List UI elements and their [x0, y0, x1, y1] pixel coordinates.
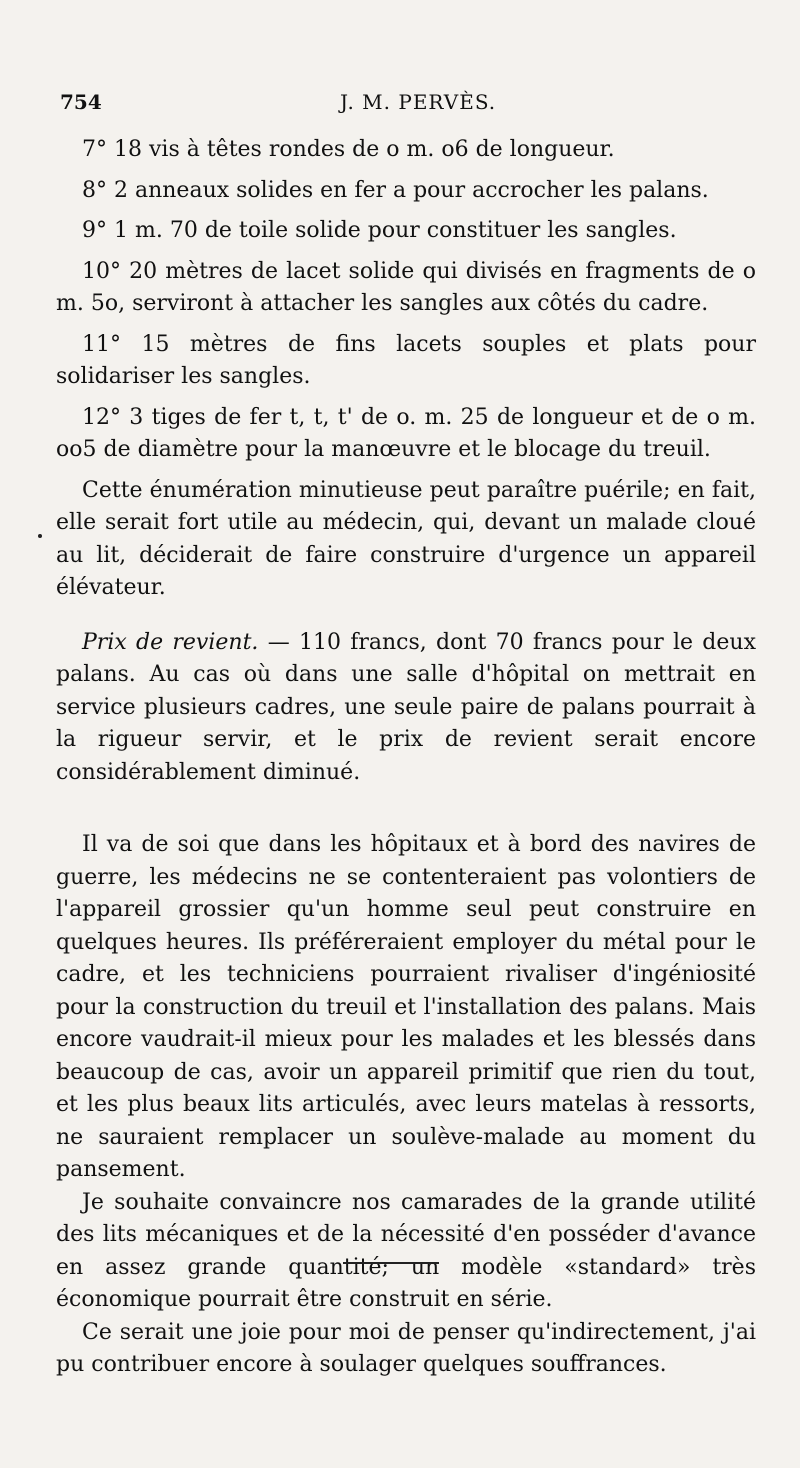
list-item: 8° 2 anneaux solides en fer a pour accrocher les palans.	[82, 177, 709, 203]
prix-text: — 110 francs, dont 70 francs pour le deux palans. Au cas où dans une salle d'hôpital on mettrait en service plusieurs cadres, une seule paire de palans pourrait à la rigueur servir, et le prix de revient serait encore considérablement diminué.	[56, 629, 756, 785]
page-header	[60, 90, 760, 122]
prix-label: Prix de revient.	[82, 629, 259, 655]
list-item: 11° 15 mètres de fins lacets souples et plats pour solidariser les sangles.	[56, 331, 756, 389]
list-item: 12° 3 tiges de fer t, t, t' de o. m. 25 de longueur et de o m. oo5 de diamètre pour la manœuvre et le blocage du treuil.	[56, 404, 756, 462]
paragraph-joie: Ce serait une joie pour moi de penser qu'indirectement, j'ai pu contribuer encore à soulager quelques souffrances.	[56, 1319, 756, 1377]
page-number: 754	[60, 90, 102, 114]
list-item: 10° 20 mètres de lacet solide qui divisés en fragments de o m. 5o, serviront à attacher les sangles aux côtés du cadre.	[56, 258, 756, 316]
list-item: 9° 1 m. 70 de toile solide pour constituer les sangles.	[82, 218, 677, 243]
paragraph-souhaite: Je souhaite convaincre nos camarades de la grande utilité des lits mécaniques et de la nécessité d'en posséder d'avance en assez grande quantité; un modèle «standard» très économique pourrait être construit en série.	[56, 1189, 756, 1312]
end-rule	[343, 1262, 439, 1264]
paragraph-prix-de-revient	[56, 627, 756, 790]
paragraph-hopitaux: Il va de soi que dans les hôpitaux et à bord des navires de guerre, les médecins ne se contenteraient pas volontiers de l'appareil grossier qu'un homme seul peut construire en quelques heures. Ils préféreraient employer du métal pour le cadre, et les techniciens pourraient rivaliser d'ingéniosité pour la construction du treuil et l'installation des palans. Mais encore vaudrait-il mieux pour les malades et les blessés dans beaucoup de cas, avoir un appareil primitif que rien du tout, et les plus beaux lits articulés, avec leurs matelas à ressorts, ne sauraient remplacer un soulève-malade au moment du pansement.	[56, 832, 756, 1182]
margin-mark	[38, 534, 42, 538]
body-text	[56, 134, 756, 1382]
paragraph-enumeration: Cette énumération minutieuse peut paraître puérile; en fait, elle serait fort utile au médecin, qui, devant un malade cloué au lit, déciderait de faire construire d'urgence un appareil élévateur.	[56, 477, 756, 600]
list-item: 7° 18 vis à têtes rondes de o m. o6 de longueur.	[82, 137, 615, 162]
running-head: J. M. PERVÈS.	[340, 90, 497, 114]
